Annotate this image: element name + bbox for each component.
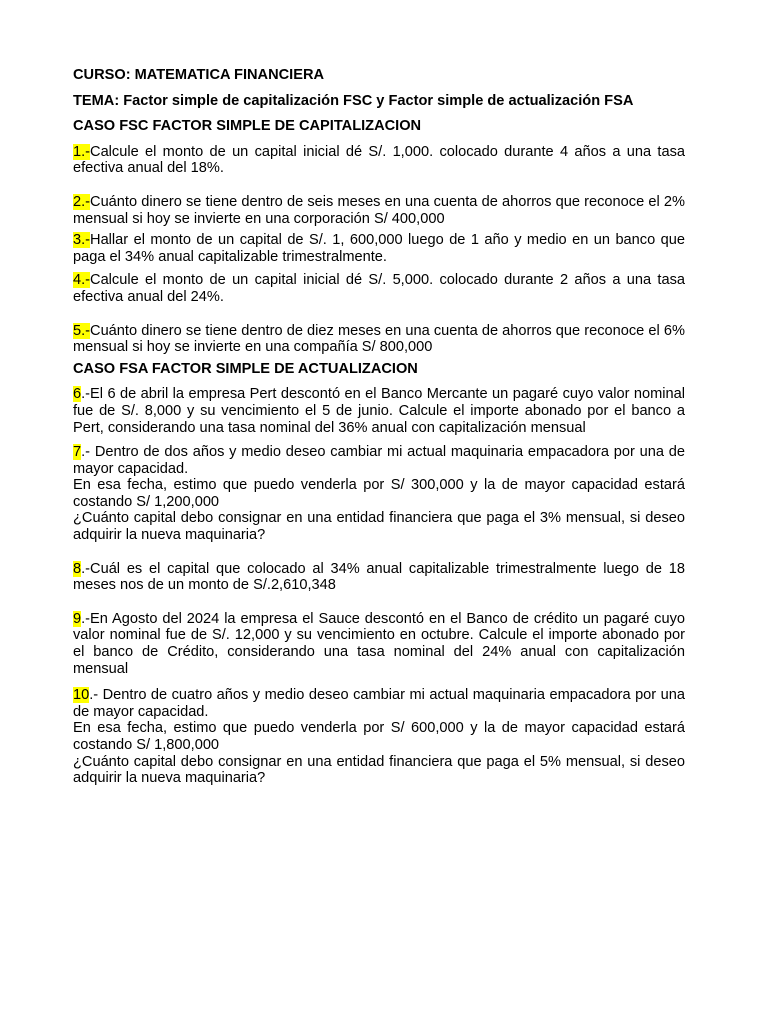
problem-text-line-3: ¿Cuánto capital debo consignar en una entidad financiera que paga el 5% mensual, si deseo adquirir la nueva maquinaria?	[73, 753, 685, 787]
problem-text: .-El 6 de abril la empresa Pert descontó en el Banco Mercante un pagaré cuyo valor nominal fue de S/. 8,000 y su vencimiento el 5 de junio. Calcule el importe abonado por el banco a Pert, considerando una tasa nominal del 36% anual con capitalización mensual	[73, 386, 685, 436]
problem-4	[73, 272, 685, 305]
topic-title: TEMA: Factor simple de capitalización FSC y Factor simple de actualización FSA	[73, 92, 634, 109]
section-fsc-heading: CASO FSC FACTOR SIMPLE DE CAPITALIZACION	[73, 118, 422, 135]
problem-10	[73, 687, 685, 787]
problem-8	[73, 561, 685, 594]
problem-text: Calcule el monto de un capital inicial dé S/. 5,000. colocado durante 2 años a una tasa efectiva anual del 24%.	[73, 272, 685, 305]
problem-5	[73, 323, 685, 356]
problem-number: 2.-	[73, 193, 91, 210]
problem-2	[73, 194, 685, 227]
problem-text: .- Dentro de cuatro años y medio deseo cambiar mi actual maquinaria empacadora por una de mayor capacidad.	[73, 687, 685, 720]
problem-9	[73, 611, 685, 677]
problem-text: .- Dentro de dos años y medio deseo cambiar mi actual maquinaria empacadora por una de mayor capacidad.	[73, 444, 685, 477]
section-fsa-heading: CASO FSA FACTOR SIMPLE DE ACTUALIZACION	[73, 360, 418, 377]
course-title: CURSO: MATEMATICA FINANCIERA	[73, 67, 325, 83]
problem-number: 4.-	[73, 272, 91, 289]
problem-6	[73, 386, 685, 436]
problem-number: 8	[73, 560, 82, 577]
problem-7	[73, 444, 685, 544]
problem-text: Calcule el monto de un capital inicial dé S/. 1,000. colocado durante 4 años a una tasa efectiva anual del 18%.	[73, 143, 685, 177]
problem-text-line-2: En esa fecha, estimo que puedo venderla por S/ 300,000 y la de mayor capacidad estará costando S/ 1,200,000	[73, 477, 685, 510]
problem-number: 5.-	[73, 322, 91, 339]
problem-number: 3.-	[73, 232, 91, 249]
problem-text-line-2: En esa fecha, estimo que puedo venderla por S/ 600,000 y la de mayor capacidad estará costando S/ 1,800,000	[73, 720, 685, 753]
problem-number: 10	[73, 687, 90, 704]
document-page	[73, 67, 685, 787]
problem-text: Cuánto dinero se tiene dentro de diez meses en una cuenta de ahorros que reconoce el 6% mensual si hoy se invierte en una compañía S/ 800,000	[73, 322, 685, 356]
problem-number: 9	[73, 610, 82, 627]
problem-number: 6	[73, 386, 82, 403]
problem-text-line-3: ¿Cuánto capital debo consignar en una entidad financiera que paga el 3% mensual, si deseo adquirir la nueva maquinaria?	[73, 510, 685, 544]
problem-text: .-En Agosto del 2024 la empresa el Sauce descontó en el Banco de crédito un pagaré cuyo valor nominal fue de S/. 12,000 y su vencimiento en octubre. Calcule el importe abonado por el banco de Crédito, considerando una tasa nominal del 24% anual con capitalización mensual	[73, 610, 685, 677]
problem-text: Cuánto dinero se tiene dentro de seis meses en una cuenta de ahorros que reconoce el 2% mensual si hoy se invierte en una corporación S/ 400,000	[73, 193, 685, 227]
problem-text: .-Cuál es el capital que colocado al 34% anual capitalizable trimestralmente luego de 18 meses nos de un monto de S/.2,610,348	[73, 560, 685, 594]
problem-number: 7	[73, 444, 82, 461]
problem-1	[73, 144, 685, 177]
problem-3	[73, 232, 685, 265]
problem-number: 1.-	[73, 143, 91, 160]
problem-text: Hallar el monto de un capital de S/. 1, 600,000 luego de 1 año y medio en un banco que paga el 34% anual capitalizable trimestralmente.	[73, 232, 685, 265]
